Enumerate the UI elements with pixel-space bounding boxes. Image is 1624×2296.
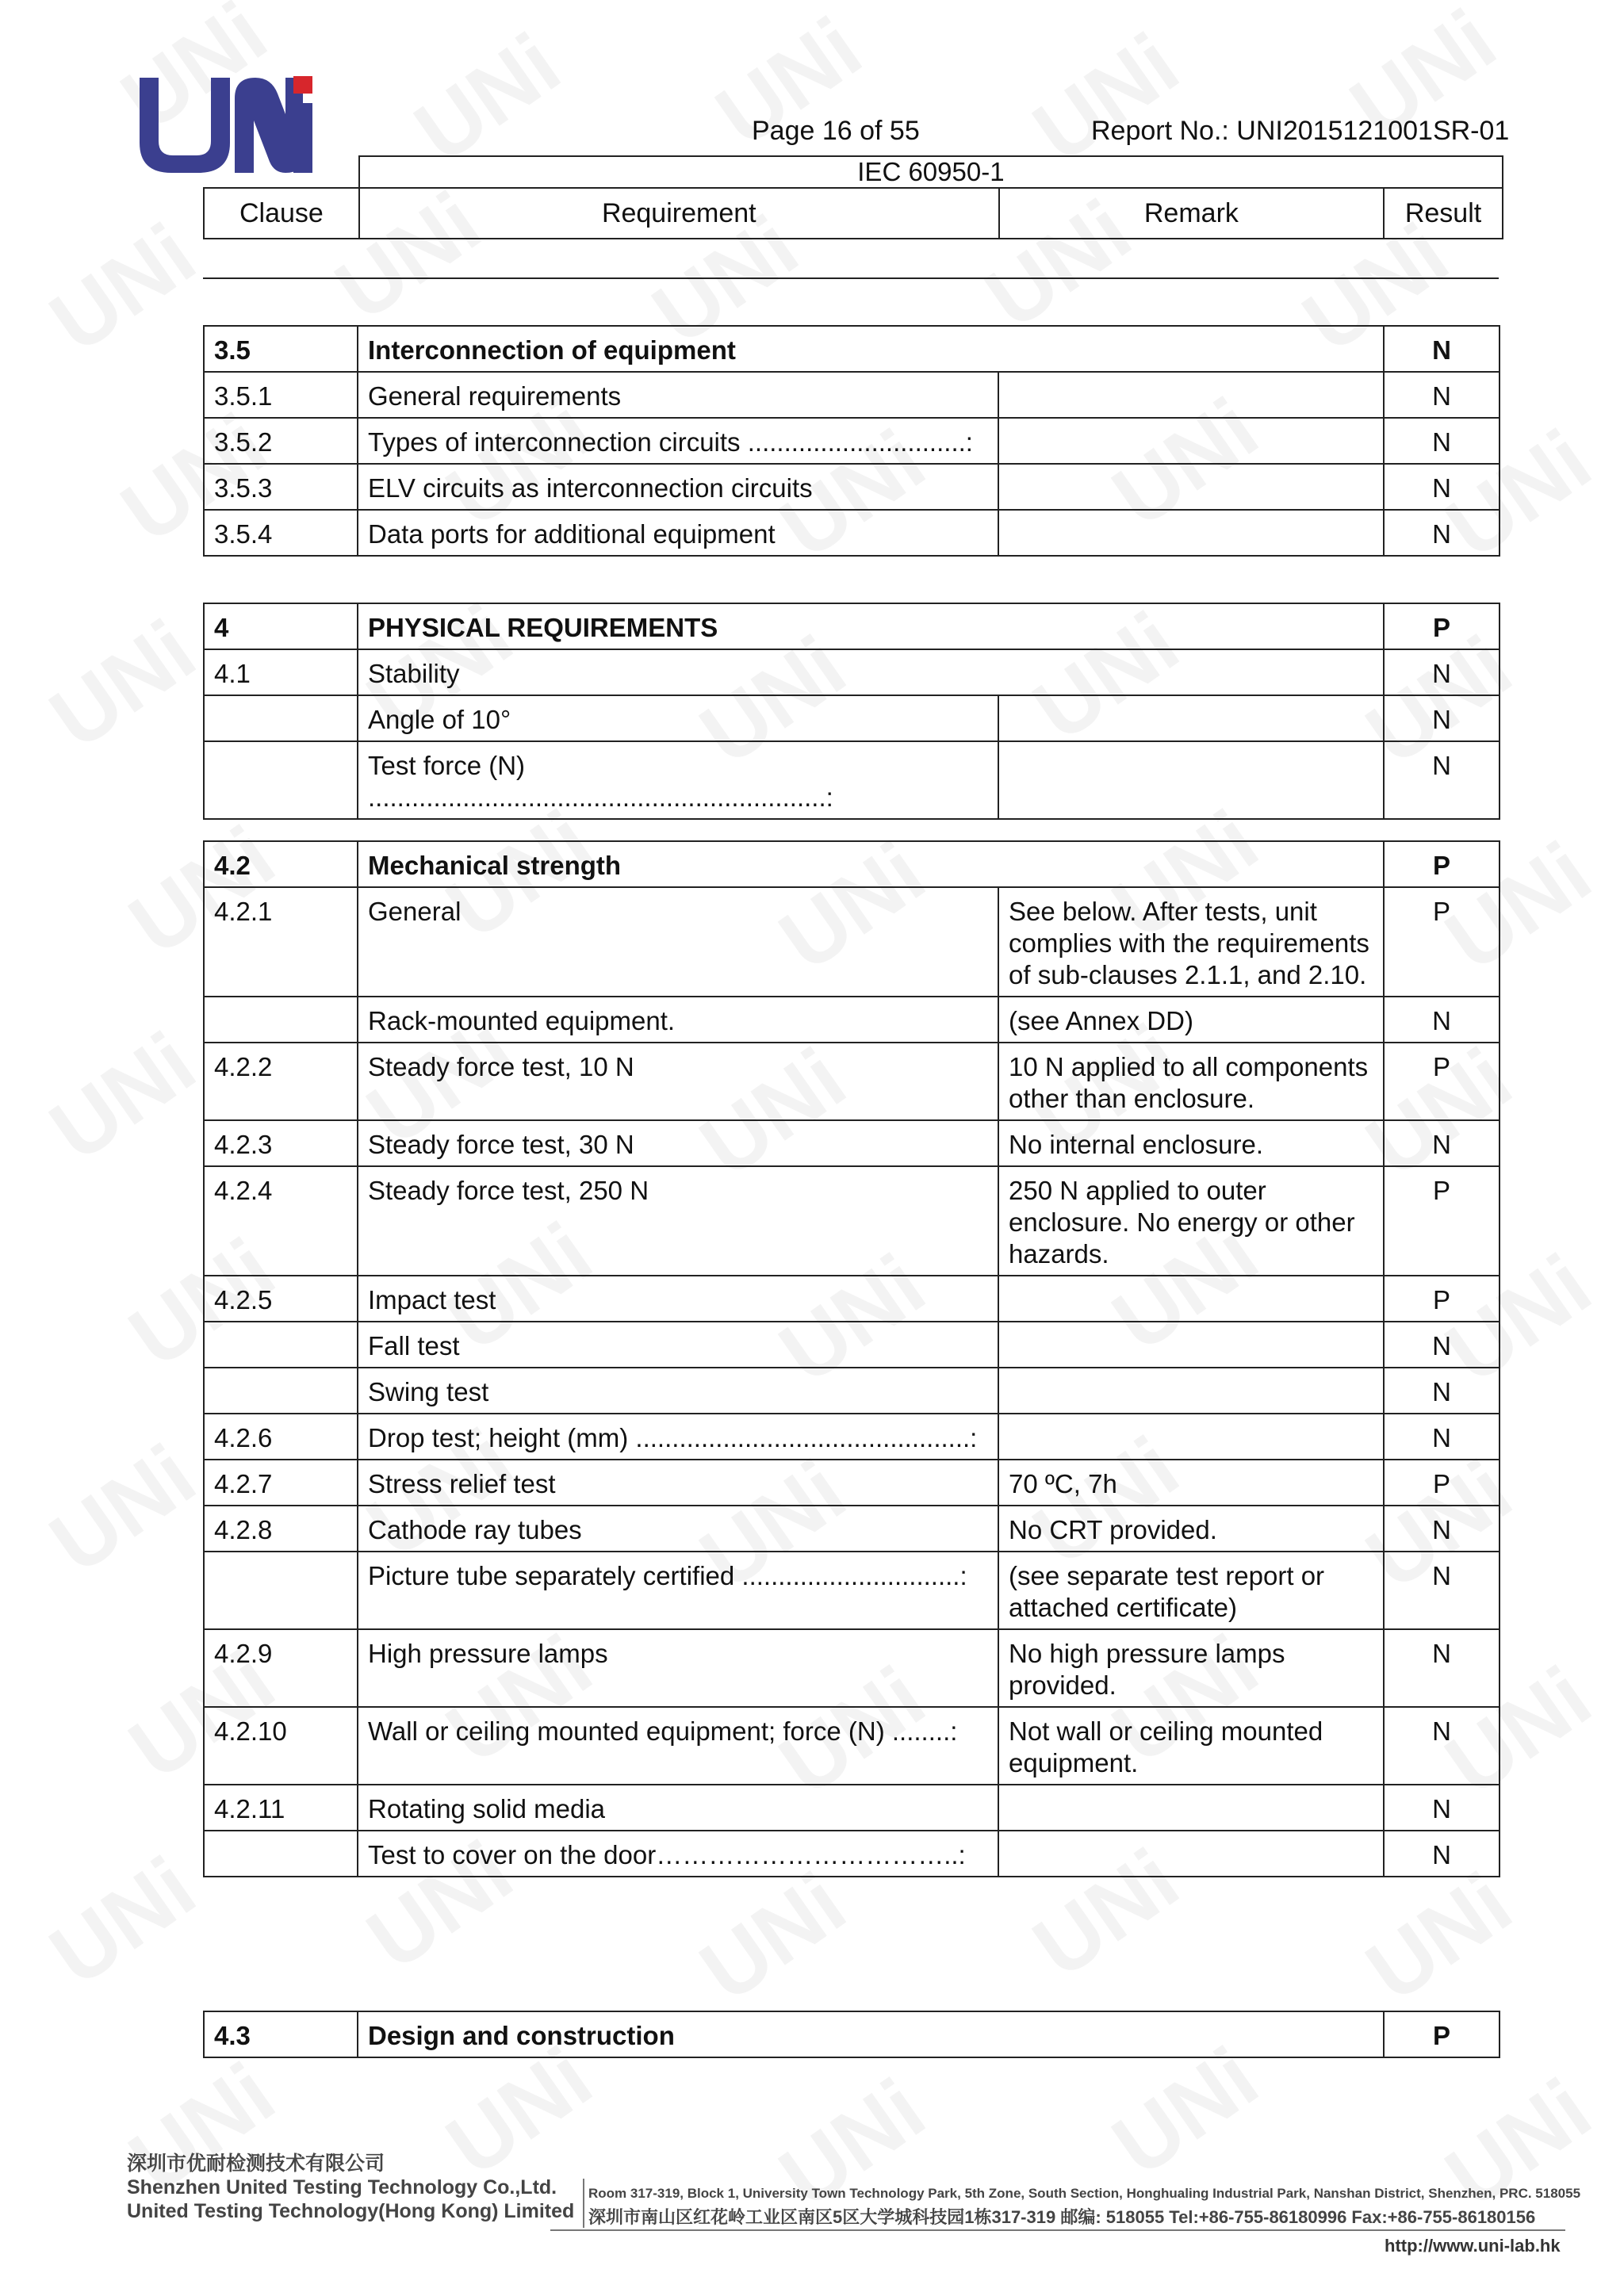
requirement-cell: Drop test; height (mm) ..............................................: xyxy=(358,1414,998,1460)
clause-cell: 4.2.10 xyxy=(204,1707,358,1785)
table-row xyxy=(204,649,1500,695)
requirement-cell: Types of interconnection circuits ..............................: xyxy=(358,418,998,464)
table-row xyxy=(204,1552,1500,1629)
clause-cell: 4.2.8 xyxy=(204,1506,358,1552)
clause-cell: 4 xyxy=(204,603,358,649)
watermark-text xyxy=(683,1853,864,2022)
remark-cell xyxy=(998,741,1384,819)
clause-cell: 3.5.2 xyxy=(204,418,358,464)
clause-cell: 4.2.2 xyxy=(204,1043,358,1120)
table-row xyxy=(204,841,1500,887)
table-row xyxy=(204,997,1500,1043)
requirement-cell: PHYSICAL REQUIREMENTS xyxy=(358,603,1384,649)
table-row xyxy=(204,603,1500,649)
result-cell: N xyxy=(1384,1414,1500,1460)
clause-cell: 4.2.6 xyxy=(204,1414,358,1460)
requirement-cell: Data ports for additional equipment xyxy=(358,510,998,556)
remark-cell: (see separate test report or attached certificate) xyxy=(998,1552,1384,1629)
result-cell: N xyxy=(1384,510,1500,556)
page-number: Page 16 of 55 xyxy=(752,116,920,146)
clause-cell: 3.5.3 xyxy=(204,464,358,510)
clause-cell: 4.2.11 xyxy=(204,1785,358,1831)
result-cell: P xyxy=(1384,841,1500,887)
result-cell: P xyxy=(1384,1276,1500,1322)
requirement-cell: Design and construction xyxy=(358,2011,1384,2057)
table-row xyxy=(204,418,1500,464)
watermark-text xyxy=(33,1425,213,1594)
remark-cell: 70 ºC, 7h xyxy=(998,1460,1384,1506)
requirement-cell: Angle of 10° xyxy=(358,695,998,741)
remark-cell: (see Annex DD) xyxy=(998,997,1384,1043)
clause-cell: 4.3 xyxy=(204,2011,358,2057)
table-row xyxy=(204,1785,1500,1831)
table-row xyxy=(204,1629,1500,1707)
requirement-cell: Stability xyxy=(358,649,1384,695)
result-cell: N xyxy=(1384,464,1500,510)
remark-cell: 10 N applied to all components other than enclosure. xyxy=(998,1043,1384,1120)
table-row xyxy=(204,741,1500,819)
remark-cell: No high pressure lamps provided. xyxy=(998,1629,1384,1707)
remark-cell: See below. After tests, unit complies with the requirements of sub-clauses 2.1.1, and 2.10. xyxy=(998,887,1384,997)
clause-cell xyxy=(204,997,358,1043)
clause-cell xyxy=(204,1368,358,1414)
requirement-cell: Stress relief test xyxy=(358,1460,998,1506)
table-row xyxy=(204,1831,1500,1877)
clause-cell xyxy=(204,1322,358,1368)
watermark-text xyxy=(33,600,213,769)
requirement-cell: Rotating solid media xyxy=(358,1785,998,1831)
column-clause: Clause xyxy=(204,188,359,239)
result-cell: N xyxy=(1384,695,1500,741)
clause-cell: 3.5 xyxy=(204,326,358,372)
requirement-cell: Test force (N) ...............................................................: xyxy=(358,741,998,819)
clause-cell xyxy=(204,695,358,741)
section-table-4-3 xyxy=(203,2011,1500,2058)
footer-address-cn: 深圳市南山区红花岭工业区南区5区大学城科技园1栋317-319 邮编: 518055 Tel:+86-755-86180996 Fax:+86-755-86180156 xyxy=(588,2207,1536,2227)
remark-cell: 250 N applied to outer enclosure. No energy or other hazards. xyxy=(998,1166,1384,1276)
clause-cell: 4.2.7 xyxy=(204,1460,358,1506)
section-table-4 xyxy=(203,603,1500,820)
requirement-cell: Interconnection of equipment xyxy=(358,326,1384,372)
result-cell: N xyxy=(1384,649,1500,695)
table-row xyxy=(204,1043,1500,1120)
requirement-cell: Wall or ceiling mounted equipment; force (N) ........: xyxy=(358,1707,998,1785)
requirement-cell: ELV circuits as interconnection circuits xyxy=(358,464,998,510)
result-cell: N xyxy=(1384,1120,1500,1166)
result-cell: N xyxy=(1384,1368,1500,1414)
table-row xyxy=(204,1460,1500,1506)
table-row xyxy=(204,1120,1500,1166)
requirement-cell: Test to cover on the door……………………………..: xyxy=(358,1831,998,1877)
remark-cell: Not wall or ceiling mounted equipment. xyxy=(998,1707,1384,1785)
watermark-text xyxy=(33,1012,213,1181)
table-row xyxy=(204,464,1500,510)
requirement-cell: Picture tube separately certified ..............................: xyxy=(358,1552,998,1629)
table-row xyxy=(204,2011,1500,2057)
requirement-cell: Cathode ray tubes xyxy=(358,1506,998,1552)
table-row xyxy=(204,510,1500,556)
column-requirement: Requirement xyxy=(359,188,999,239)
remark-cell xyxy=(998,510,1384,556)
clause-cell: 3.5.1 xyxy=(204,372,358,418)
table-row xyxy=(204,1506,1500,1552)
watermark-text xyxy=(1349,1853,1530,2022)
requirement-cell: High pressure lamps xyxy=(358,1629,998,1707)
requirement-cell: Steady force test, 250 N xyxy=(358,1166,998,1276)
remark-cell xyxy=(998,1414,1384,1460)
clause-cell: 4.1 xyxy=(204,649,358,695)
table-row xyxy=(204,326,1500,372)
result-cell: N xyxy=(1384,418,1500,464)
footer-underline xyxy=(550,2229,1565,2231)
requirement-cell: General requirements xyxy=(358,372,998,418)
watermark-text xyxy=(33,1837,213,2006)
requirement-cell: General xyxy=(358,887,998,997)
clause-cell xyxy=(204,1831,358,1877)
result-cell: N xyxy=(1384,372,1500,418)
standard-label: IEC 60950-1 xyxy=(359,156,1503,188)
table-row xyxy=(204,1166,1500,1276)
result-cell: N xyxy=(1384,1322,1500,1368)
result-cell: P xyxy=(1384,887,1500,997)
clause-cell: 4.2.5 xyxy=(204,1276,358,1322)
remark-cell xyxy=(998,464,1384,510)
section-table-4-2 xyxy=(203,840,1500,1877)
clause-cell xyxy=(204,1552,358,1629)
remark-cell xyxy=(998,1276,1384,1322)
clause-cell: 4.2.9 xyxy=(204,1629,358,1707)
result-cell: N xyxy=(1384,1785,1500,1831)
result-cell: N xyxy=(1384,1552,1500,1629)
footer-company xyxy=(127,2152,574,2223)
table-row xyxy=(204,1707,1500,1785)
result-cell: N xyxy=(1384,1707,1500,1785)
table-row xyxy=(204,372,1500,418)
clause-cell: 4.2.3 xyxy=(204,1120,358,1166)
clause-cell: 4.2 xyxy=(204,841,358,887)
table-row xyxy=(204,1276,1500,1322)
requirement-cell: Fall test xyxy=(358,1322,998,1368)
footer-company-cn: 深圳市优耐检测技术有限公司 xyxy=(127,2152,385,2175)
footer-company-hk: United Testing Technology(Hong Kong) Limited xyxy=(127,2200,575,2222)
requirement-cell: Rack-mounted equipment. xyxy=(358,997,998,1043)
watermark-text xyxy=(33,204,213,373)
result-cell: N xyxy=(1384,326,1500,372)
remark-cell xyxy=(998,1322,1384,1368)
remark-cell xyxy=(998,1368,1384,1414)
remark-cell xyxy=(998,372,1384,418)
clause-cell: 3.5.4 xyxy=(204,510,358,556)
footer-address-en: Room 317-319, Block 1, University Town Technology Park, 5th Zone, South Section, Honghualing Industrial Park, Nanshan District, Shenzhen, PRC. 518055 xyxy=(588,2186,1581,2201)
requirement-cell: Swing test xyxy=(358,1368,998,1414)
footer-address xyxy=(588,2182,1580,2229)
clause-cell: 4.2.1 xyxy=(204,887,358,997)
result-cell: P xyxy=(1384,1166,1500,1276)
table-row xyxy=(204,887,1500,997)
result-cell: P xyxy=(1384,1460,1500,1506)
remark-cell: No internal enclosure. xyxy=(998,1120,1384,1166)
footer-company-en: Shenzhen United Testing Technology Co.,Ltd. xyxy=(127,2176,557,2198)
result-cell: N xyxy=(1384,997,1500,1043)
remark-cell xyxy=(998,695,1384,741)
clause-cell: 4.2.4 xyxy=(204,1166,358,1276)
requirement-cell: Steady force test, 30 N xyxy=(358,1120,998,1166)
column-result: Result xyxy=(1384,188,1503,239)
table-row xyxy=(204,1322,1500,1368)
column-header-table xyxy=(203,155,1503,239)
result-cell: N xyxy=(1384,1506,1500,1552)
footer-url: http://www.uni-lab.hk xyxy=(1385,2236,1561,2256)
remark-cell xyxy=(998,418,1384,464)
table-row xyxy=(204,1368,1500,1414)
remark-cell: No CRT provided. xyxy=(998,1506,1384,1552)
table-row xyxy=(204,695,1500,741)
requirement-cell: Impact test xyxy=(358,1276,998,1322)
footer-separator xyxy=(583,2179,584,2228)
report-number: Report No.: UNI2015121001SR-01 xyxy=(1091,116,1510,146)
result-cell: N xyxy=(1384,741,1500,819)
result-cell: N xyxy=(1384,1629,1500,1707)
remark-cell xyxy=(998,1831,1384,1877)
section-table-3-5 xyxy=(203,325,1500,557)
result-cell: P xyxy=(1384,2011,1500,2057)
result-cell: P xyxy=(1384,1043,1500,1120)
clause-cell xyxy=(204,741,358,819)
requirement-cell: Mechanical strength xyxy=(358,841,1384,887)
remark-cell xyxy=(998,1785,1384,1831)
requirement-cell: Steady force test, 10 N xyxy=(358,1043,998,1120)
result-cell: P xyxy=(1384,603,1500,649)
header-divider xyxy=(203,277,1499,279)
column-remark: Remark xyxy=(999,188,1384,239)
table-row xyxy=(204,1414,1500,1460)
result-cell: N xyxy=(1384,1831,1500,1877)
